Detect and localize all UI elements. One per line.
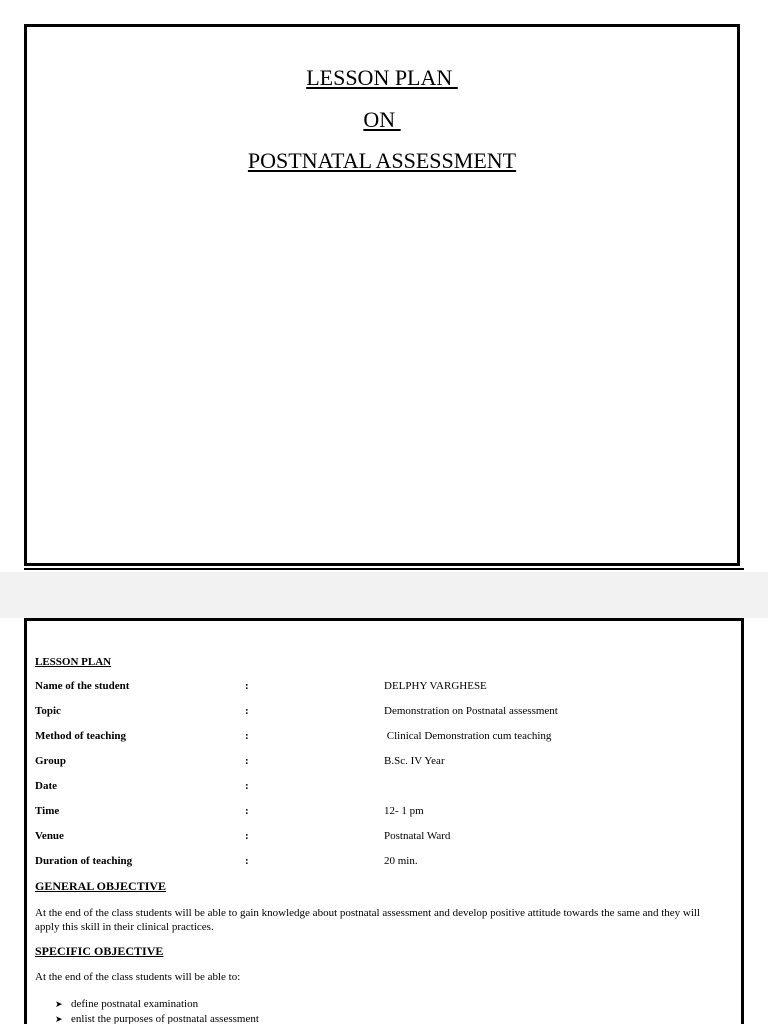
lesson-plan-page [24,618,744,1024]
info-value: Demonstration on Postnatal assessment [384,705,558,717]
list-item [55,997,259,1012]
info-row-topic [35,705,735,721]
info-colon: : [245,830,249,842]
info-colon: : [245,855,249,867]
info-row-duration [35,855,735,871]
cover-title-line-1: LESSON PLAN [306,65,458,90]
arrowhead-bullet-icon: ➤ [55,1014,63,1024]
cover-page-border-shadow [24,568,744,570]
info-label: Venue [35,830,64,842]
info-label: Name of the student [35,680,130,692]
objective-text: define postnatal examination [71,998,199,1010]
info-colon: : [245,730,249,742]
info-label: Duration of teaching [35,855,133,867]
info-row-time [35,805,735,821]
general-objective-text: At the end of the class students will be able to gain knowledge about postnatal assessment and develop positive attitude towards the same and they will apply this skill in their clinical practices. [35,907,701,933]
cover-title-line-2: ON [363,107,401,132]
info-label: Time [35,805,60,817]
info-row-group [35,755,735,771]
info-colon: : [245,755,249,767]
info-value: B.Sc. IV Year [384,755,445,767]
info-value: 20 min. [384,855,418,867]
lesson-plan-heading: LESSON PLAN [35,656,112,668]
page-gap [0,572,768,618]
info-value: 12- 1 pm [384,805,424,817]
specific-objective-intro: At the end of the class students will be able to: [35,971,241,983]
info-value: Postnatal Ward [384,830,451,842]
info-colon: : [245,705,249,717]
specific-objectives-list [55,997,259,1024]
info-value: DELPHY VARGHESE [384,680,487,692]
info-label: Date [35,780,57,792]
info-colon: : [245,780,249,792]
list-item [55,1012,259,1024]
specific-objective-heading: SPECIFIC OBJECTIVE [35,944,164,958]
info-colon: : [245,680,249,692]
info-label: Group [35,755,66,767]
info-row-venue [35,830,735,846]
cover-page [24,24,740,566]
info-colon: : [245,805,249,817]
objective-text: enlist the purposes of postnatal assessment [71,1013,259,1024]
cover-title-line-3: POSTNATAL ASSESSMENT [247,148,517,173]
info-label: Topic [35,705,61,717]
arrowhead-bullet-icon: ➤ [55,999,63,1009]
info-value: Clinical Demonstration cum teaching [384,730,552,742]
info-row-student-name [35,680,735,696]
general-objective-heading: GENERAL OBJECTIVE [35,879,167,893]
info-row-date [35,780,735,796]
info-label: Method of teaching [35,730,127,742]
info-row-method [35,730,735,746]
